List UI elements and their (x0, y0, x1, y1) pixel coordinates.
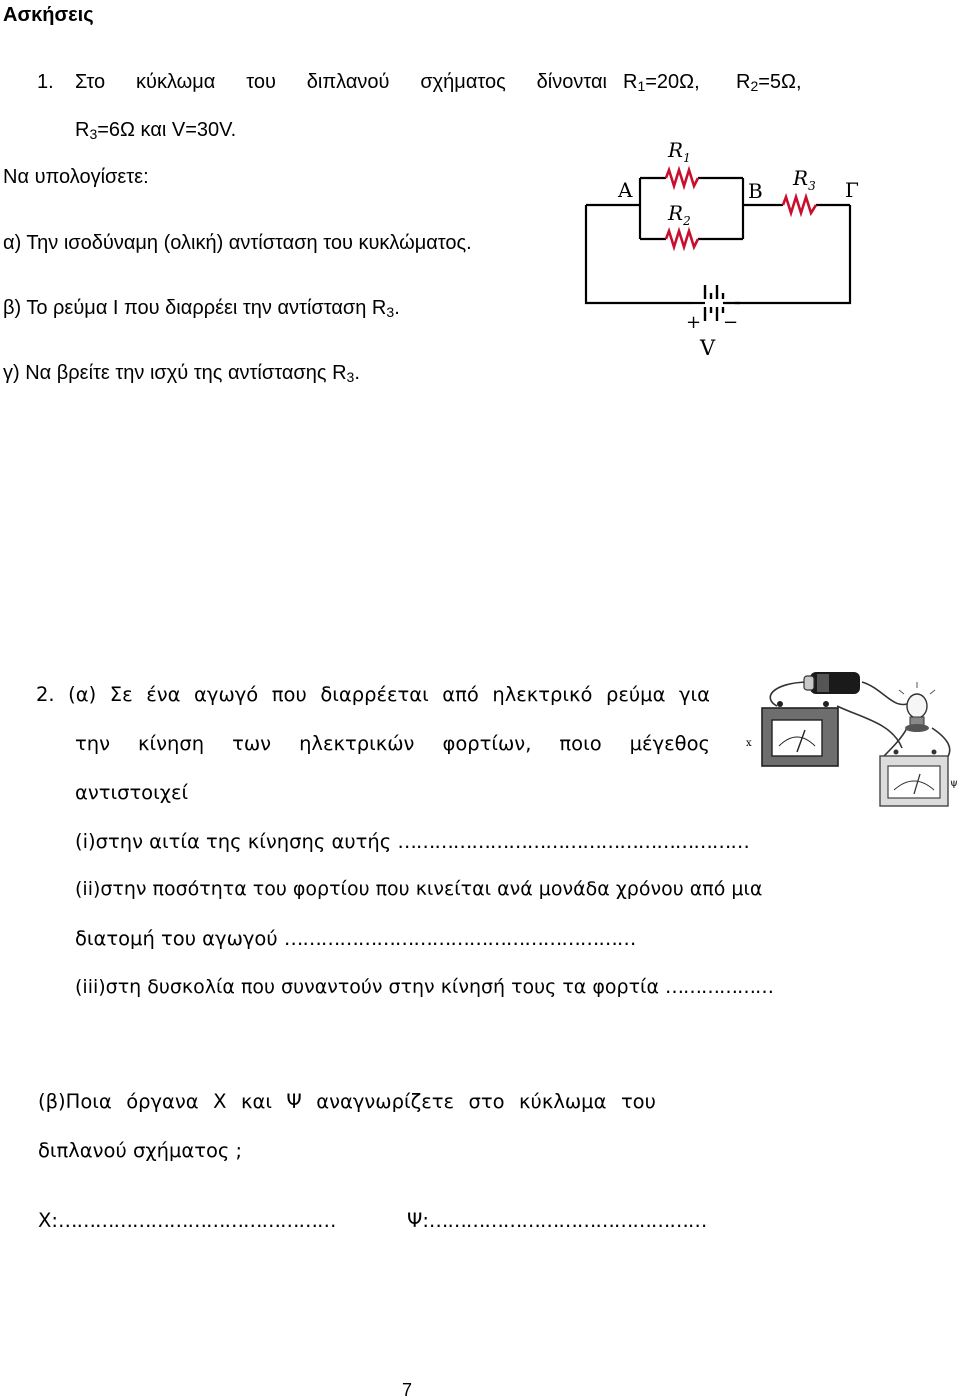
label-y: ψ (950, 778, 958, 789)
ex1-word: δίνονται (536, 71, 607, 93)
ex2-word: ηλεκτρικό (492, 683, 593, 706)
label-x: x (746, 738, 752, 749)
ex2-word: την (75, 732, 110, 755)
ex2-number: 2. (36, 683, 55, 706)
ex2-line3: αντιστοιχεί (75, 781, 189, 804)
battery-plus: + (686, 312, 702, 333)
label-a: A (618, 178, 633, 202)
ex1-word: κύκλωμα (136, 71, 216, 93)
page-heading: Ασκήσεις (3, 4, 94, 26)
resistor-r3 (783, 197, 816, 213)
ex2-word: ποιο (559, 732, 602, 755)
ex2-item-ii-a: (ii)στην ποσότητα του φορτίου που κινείται ανά μονάδα χρόνου από μια (75, 878, 763, 900)
ex2-word: ένα (146, 683, 181, 706)
answer-blank: ……………………………………… (428, 1209, 707, 1232)
ex2-line2 (75, 734, 710, 754)
circuit-diagram (580, 135, 880, 360)
ex1-word: διπλανού (306, 71, 390, 93)
label-b: B (748, 179, 763, 203)
ex2-partb-line1 (38, 1092, 656, 1112)
ex2-word: αγωγό (194, 683, 259, 706)
partb-word: Χ (213, 1090, 227, 1113)
partb-word: και (240, 1090, 272, 1113)
battery-minus: − (723, 312, 739, 333)
answer-y: Ψ:……………………………………… (407, 1209, 707, 1232)
ex2-word: μέγεθος (629, 732, 710, 755)
wire (837, 706, 902, 748)
label-voltage: V (700, 336, 716, 360)
ex2-item-ii-b: διατομή του αγωγού ………………………………………………… (75, 927, 636, 950)
label-r1: $R_1$ (668, 138, 691, 165)
ex2-word: από (442, 683, 479, 706)
answer-blank: ……………… (665, 976, 774, 998)
partb-word: κύκλωμα (519, 1090, 607, 1113)
ex1-question-b: β) Το ρεύμα Ι που διαρρέει την αντίσταση $R_3$. (3, 297, 400, 320)
partb-word: Ψ (286, 1090, 302, 1113)
ex2-word: των (232, 732, 272, 755)
ex1-question-a: α) Την ισοδύναμη (ολική) αντίσταση του κυκλώματος. (3, 232, 472, 254)
label-r3: $R_3$ (793, 166, 816, 193)
ex2-line1 (36, 685, 710, 705)
ex1-number: 1. (37, 71, 54, 93)
ex1-prompt: Να υπολογίσετε: (3, 166, 149, 188)
wire (862, 682, 907, 705)
answer-blank: ……………………………………… (57, 1209, 336, 1232)
lamp-icon (899, 682, 935, 732)
ex2-item-i: (i)στην αιτία της κίνησης αυτής ………………………………………………… (75, 830, 749, 853)
partb-word: αναγνωρίζετε (316, 1090, 455, 1113)
r1-value: $R_1=20\Omega$, (623, 71, 700, 94)
partb-word: του (620, 1090, 656, 1113)
ex1-line1 (75, 72, 607, 92)
r3-value-line: $R_3=6\Omega$ και V=30V. (75, 119, 237, 142)
ex2-word: (α) (68, 683, 97, 706)
wire (770, 682, 807, 706)
partb-word: όργανα (126, 1090, 199, 1113)
wire-right (720, 205, 850, 303)
voltmeter-icon (880, 750, 948, 807)
answer-blank: ………………………………………………… (283, 927, 636, 950)
ex2-word: που (271, 683, 307, 706)
ex2-partb-line2: διπλανού σχήματος ; (38, 1139, 243, 1162)
ex2-word: κίνηση (138, 732, 205, 755)
r2-value: $R_2=5\Omega$, (736, 71, 802, 94)
ex1-word: Στο (75, 71, 106, 93)
partb-word: (β)Ποια (38, 1090, 112, 1113)
ex1-word: σχήματος (420, 71, 506, 93)
ex2-word: φορτίων, (442, 732, 532, 755)
label-r2: $R_2$ (668, 201, 691, 228)
battery-icon (804, 672, 860, 694)
ammeter-icon (762, 701, 838, 766)
page-number: 7 (402, 1380, 413, 1400)
answer-blank: ………………………………………………… (397, 830, 749, 853)
resistor-r2 (666, 231, 698, 247)
ex2-item-iii: (iii)στη δυσκολία που συναντούν στην κίνησή τους τα φορτία ……………… (75, 976, 774, 998)
ex1-word: του (246, 71, 276, 93)
answer-x: Χ:……………………………………… (38, 1209, 336, 1232)
resistor-r1 (666, 170, 698, 186)
ex2-word: ηλεκτρικών (299, 732, 415, 755)
ex2-word: Σε (109, 683, 133, 706)
partb-word: στο (468, 1090, 505, 1113)
ex2-word: για (679, 683, 710, 706)
ex2-word: διαρρέεται (320, 683, 429, 706)
ex2-word: ρεύμα (605, 683, 666, 706)
label-g: Γ (845, 178, 859, 202)
ex1-question-c: γ) Να βρείτε την ισχύ της αντίστασης $R_3$. (3, 362, 360, 385)
instrument-circuit-figure (742, 668, 960, 808)
